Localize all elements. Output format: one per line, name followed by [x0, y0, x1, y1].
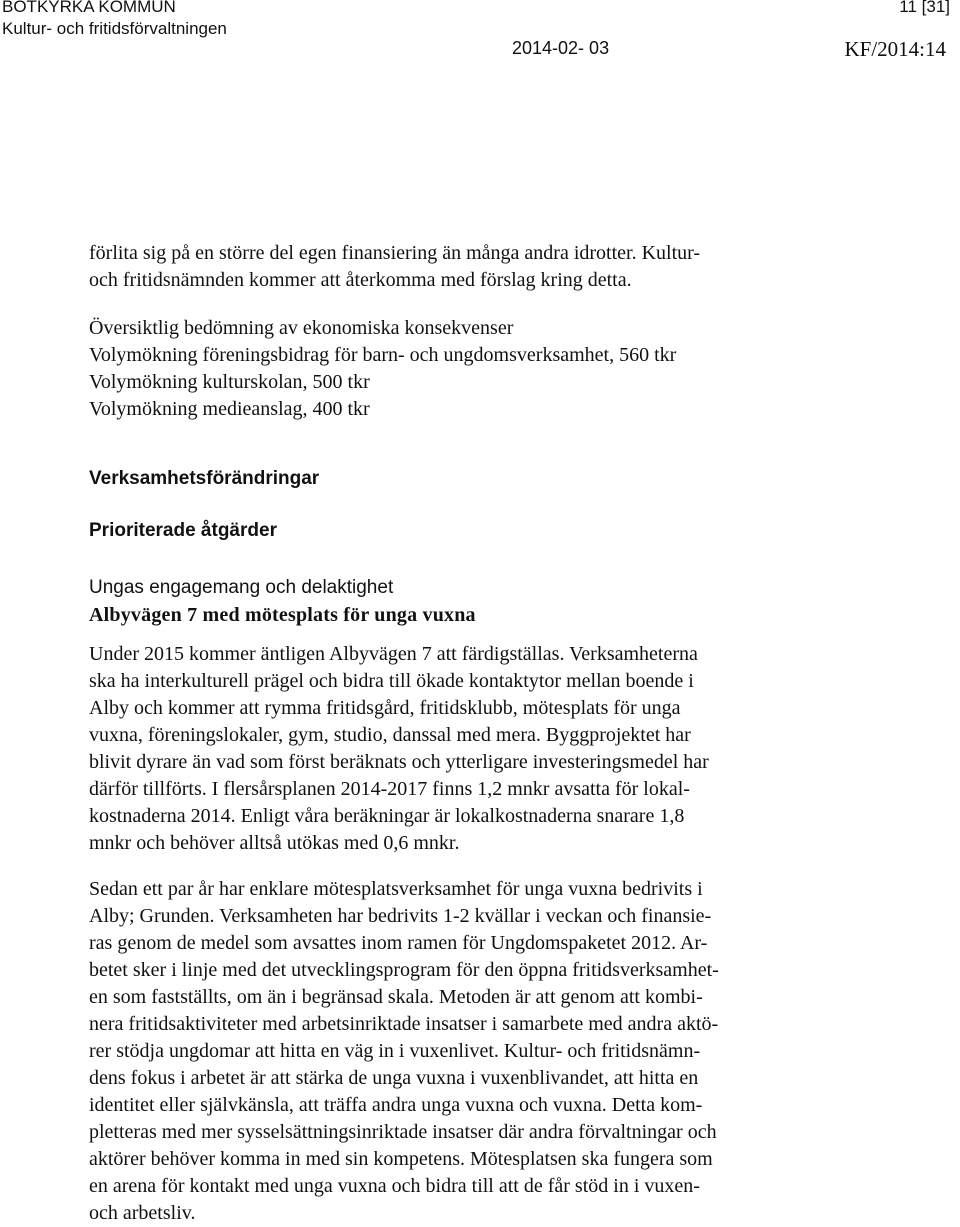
- meeting-place-paragraph: [89, 876, 719, 1227]
- text-line: ska ha interkulturell prägel och bidra till ökade kontaktytor mellan boende i: [89, 670, 694, 692]
- text-line: Volymökning kulturskolan, 500 tkr: [89, 371, 370, 393]
- text-line: förlita sig på en större del egen finansiering än många andra idrotter. Kultur-: [89, 242, 701, 264]
- department-name: Kultur- och fritidsförvaltningen: [2, 19, 227, 38]
- text-line: kostnaderna 2014. Enligt våra beräkningar är lokalkostnaderna snarare 1,8: [89, 805, 685, 827]
- text-line: blivit dyrare än vad som först beräknats och ytterligare investeringsmedel har: [89, 751, 709, 773]
- economic-overview: [89, 315, 676, 423]
- text-line: rer stödja ungdomar att hitta en väg in i vuxenlivet. Kultur- och fritidsnämn-: [89, 1040, 701, 1062]
- text-line: och fritidsnämnden kommer att återkomma med förslag kring detta.: [89, 269, 632, 291]
- text-line: en som fastställts, om än i begränsad skala. Metoden är att genom att kombi-: [89, 986, 703, 1008]
- project-heading: Albyvägen 7 med mötesplats för unga vuxna: [89, 604, 476, 626]
- text-line: Översiktlig bedömning av ekonomiska konsekvenser: [89, 317, 514, 339]
- document-reference: KF/2014:14: [844, 37, 946, 61]
- text-line: dens fokus i arbetet är att stärka de unga vuxna i vuxenblivandet, att hitta en: [89, 1067, 699, 1089]
- text-line: betet sker i linje med det utvecklingsprogram för den öppna fritidsverksamhet-: [89, 959, 719, 981]
- text-line: Volymökning medieanslag, 400 tkr: [89, 398, 370, 420]
- text-line: och arbetsliv.: [89, 1202, 196, 1224]
- organization-name: BOTKYRKA KOMMUN: [2, 0, 176, 16]
- project-paragraph: [89, 641, 709, 857]
- text-line: pletteras med mer sysselsättningsinriktade insatser där andra förvaltningar och: [89, 1121, 717, 1143]
- text-line: mnkr och behöver alltså utökas med 0,6 mnkr.: [89, 832, 460, 854]
- text-line: Sedan ett par år har enklare mötesplatsverksamhet för unga vuxna bedrivits i: [89, 878, 703, 900]
- topic-heading: Ungas engagemang och delaktighet: [89, 577, 394, 598]
- text-line: Alby; Grunden. Verksamheten har bedrivits 1-2 kvällar i veckan och finansie-: [89, 905, 712, 927]
- text-line: nera fritidsaktiviteter med arbetsinriktade insatser i samarbete med andra aktö-: [89, 1013, 719, 1035]
- document-date: 2014-02- 03: [512, 38, 610, 58]
- section-heading: Verksamhetsförändringar: [89, 468, 320, 489]
- text-line: därför tillförts. I flersårsplanen 2014-2017 finns 1,2 mnkr avsatta för lokal-: [89, 778, 690, 800]
- subsection-heading: Prioriterade åtgärder: [89, 520, 277, 541]
- text-line: aktörer behöver komma in med sin kompetens. Mötesplatsen ska fungera som: [89, 1148, 713, 1170]
- text-line: Under 2015 kommer äntligen Albyvägen 7 att färdigställas. Verksamheterna: [89, 643, 698, 665]
- text-line: Volymökning föreningsbidrag för barn- och ungdomsverksamhet, 560 tkr: [89, 344, 677, 366]
- text-line: ras genom de medel som avsattes inom ramen för Ungdomspaketet 2012. Ar-: [89, 932, 708, 954]
- text-line: Alby och kommer att rymma fritidsgård, fritidsklubb, mötesplats för unga: [89, 697, 681, 719]
- text-line: identitet eller självkänsla, att träffa andra unga vuxna och vuxna. Detta kom-: [89, 1094, 703, 1116]
- page-number: 11 [31]: [899, 0, 950, 16]
- intro-paragraph: [89, 240, 700, 294]
- text-line: en arena för kontakt med unga vuxna och bidra till att de får stöd in i vuxen-: [89, 1175, 700, 1197]
- text-line: vuxna, föreningslokaler, gym, studio, danssal med mera. Byggprojektet har: [89, 724, 691, 746]
